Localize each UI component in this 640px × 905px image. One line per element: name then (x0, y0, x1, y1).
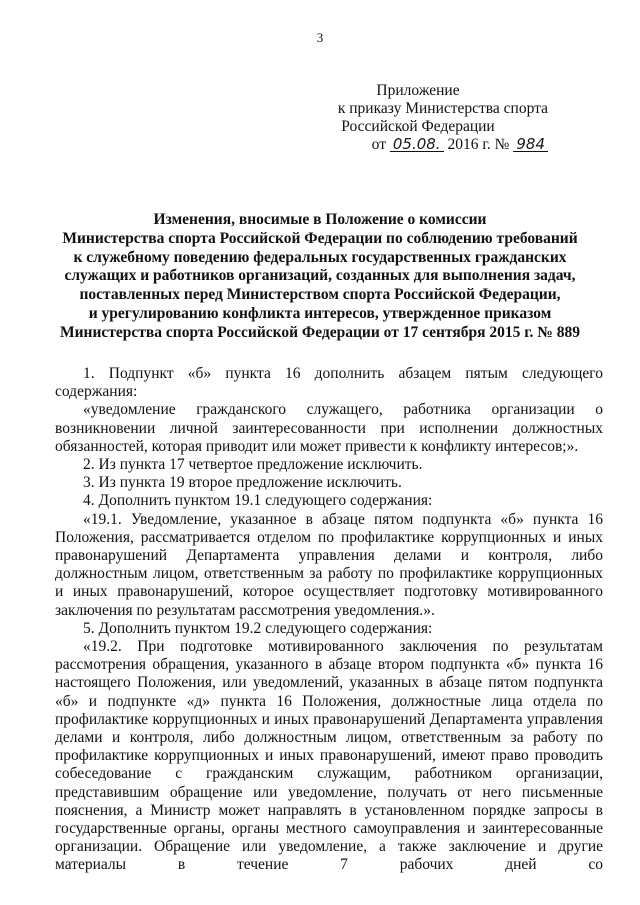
year-number-text: 2016 г. № (447, 136, 510, 153)
paragraph: «уведомление гражданского служащего, работника организации о возникновении личной заинтересованности при исполнении должностных обязанностей, которая приводит или может привести к конфликту интересов;». (55, 401, 603, 455)
title-line: и урегулированию конфликта интересов, утвержденное приказом (88, 304, 552, 322)
paragraph: 4. Дополнить пунктом 19.1 следующего содержания: (83, 492, 433, 510)
document-body (55, 365, 603, 875)
appendix-order-ref: к приказу Министерства спорта (337, 100, 548, 117)
paragraph: 5. Дополнить пунктом 19.2 следующего содержания: (83, 619, 433, 637)
paragraph: 2. Из пункта 17 четвертое предложение исключить. (83, 456, 423, 474)
appendix-ministry: Российской Федерации (341, 118, 495, 135)
title-line: Министерства спорта Российской Федерации по соблюдению требований (62, 229, 578, 247)
appendix-block (288, 82, 548, 154)
handwritten-date: 05.08. (390, 137, 444, 152)
date-prefix: от (371, 136, 386, 153)
appendix-heading: Приложение (376, 82, 460, 99)
title-line: Изменения, вносимые в Положение о комиссии (153, 211, 487, 228)
paragraph: «19.1. Уведомление, указанное в абзаце пятом подпункта «б» пункта 16 Положения, рассматривается отделом по профилактике коррупционных и иных правонарушений Департамента управления делами и контроля, либо должностным лицом, ответственным за работу по профилактике коррупционных и иных правонарушений, которое осуществляет подготовку мотивированного заключения по результатам рассмотрения уведомления.». (55, 510, 603, 619)
title-line: Министерства спорта Российской Федерации от 17 сентября 2015 г. № 889 (60, 323, 580, 341)
page-number: 3 (316, 30, 324, 45)
paragraph: «19.2. При подготовке мотивированного заключения по результатам рассмотрения обращения, указанного в абзаце втором подпункта «б» пункта 16 настоящего Положения, или уведомлений, указанных в абзаце пятом подпункта «б» и подпункте «д» пункта 16 Положения, должностные лица отдела по профилактике коррупционных и иных правонарушений Департамента управления делами и контроля, либо должностным лицом, ответственным за работу по профилактике коррупционных и иных правонарушений, имеют право проводить собеседование с гражданским служащим, работником организации, представившим обращение или уведомление, получать от него письменные пояснения, а Министр может направлять в установленном порядке запросы в государственные органы, органы местного самоуправления и заинтересованные организации. Обращение или уведомление, а также заключение и другие материалы в течение 7 рабочих дней со (55, 638, 603, 874)
paragraph: 3. Из пункта 19 второе предложение исключить. (83, 474, 402, 492)
handwritten-number: 984 (513, 137, 548, 152)
title-line: служащих и работников организаций, созданных для выполнения задач, (64, 267, 576, 285)
document-title (40, 211, 600, 343)
paragraph: 1. Подпункт «б» пункта 16 дополнить абзацем пятым следующего содержания: (55, 365, 603, 401)
title-line: к служебному поведению федеральных государственных гражданских (73, 248, 567, 266)
appendix-date-line (288, 136, 548, 154)
title-line: поставленных перед Министерством спорта Российской Федерации, (79, 286, 561, 304)
